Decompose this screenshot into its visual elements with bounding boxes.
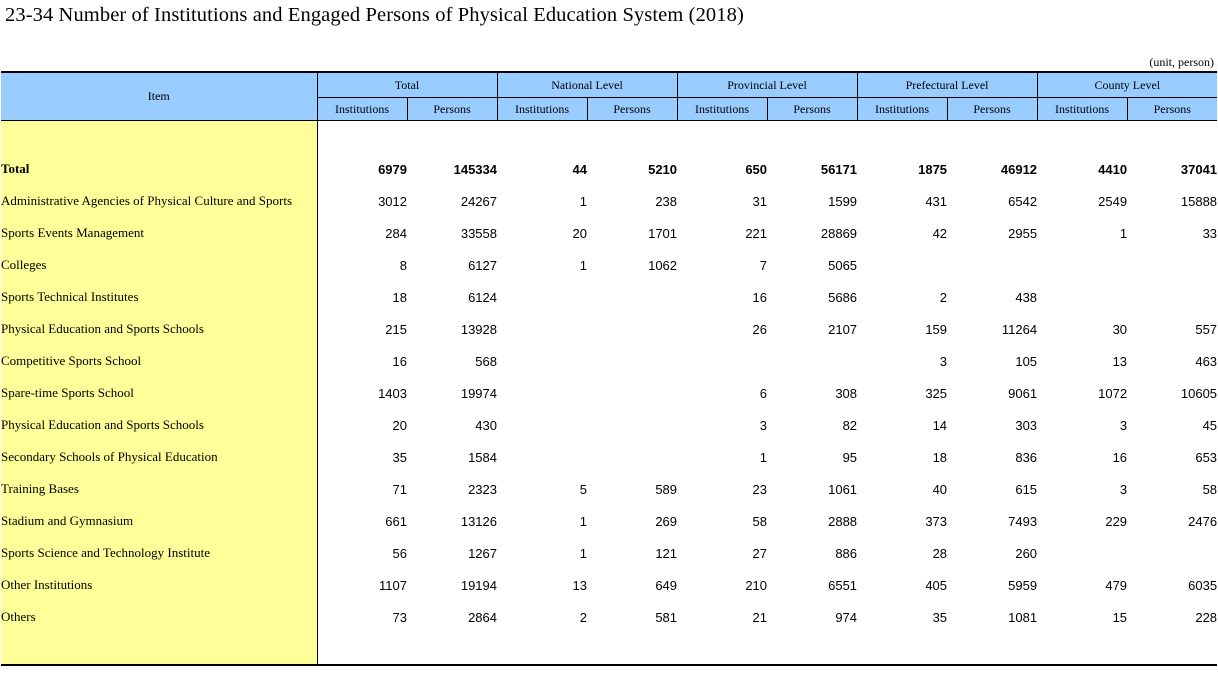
cell-institutions bbox=[1037, 281, 1127, 313]
header-institutions: Institutions bbox=[857, 98, 947, 121]
cell-persons: 82 bbox=[842, 417, 858, 433]
table-row bbox=[1, 281, 1217, 313]
cell-institutions: 71 bbox=[392, 481, 407, 497]
cell-persons: 430 bbox=[475, 417, 497, 433]
cell-institutions: 284 bbox=[385, 225, 407, 241]
cell-persons: 581 bbox=[655, 609, 678, 625]
cell-institutions: 1 bbox=[759, 449, 768, 465]
cell-institutions: 28 bbox=[932, 545, 948, 561]
cell-persons: 5686 bbox=[828, 289, 858, 305]
cell-persons: 7493 bbox=[1008, 513, 1038, 529]
cell-institutions: 159 bbox=[925, 321, 948, 337]
table-row bbox=[1, 505, 1217, 537]
header-institutions: Institutions bbox=[677, 98, 767, 121]
cell-persons: 5959 bbox=[1008, 577, 1038, 593]
cell-institutions: 21 bbox=[752, 609, 768, 625]
cell-persons bbox=[587, 441, 677, 473]
cell-institutions: 650 bbox=[745, 161, 768, 177]
row-label: Colleges bbox=[1, 249, 317, 281]
cell-persons: 15888 bbox=[1180, 193, 1218, 209]
row-label: Stadium and Gymnasium bbox=[1, 505, 317, 537]
cell-persons: 13928 bbox=[460, 321, 497, 337]
table-row bbox=[1, 377, 1217, 409]
header-persons: Persons bbox=[407, 98, 497, 121]
cell-persons: 438 bbox=[1015, 289, 1038, 305]
cell-persons bbox=[587, 345, 677, 377]
cell-institutions: 42 bbox=[932, 225, 948, 241]
spacer-row bbox=[1, 121, 1217, 154]
cell-persons: 45 bbox=[1202, 417, 1218, 433]
cell-institutions: 14 bbox=[932, 417, 948, 433]
cell-institutions: 5 bbox=[579, 481, 587, 497]
cell-persons bbox=[1127, 281, 1217, 313]
cell-persons: 58 bbox=[1202, 481, 1218, 497]
row-label: Training Bases bbox=[1, 473, 317, 505]
cell-institutions: 35 bbox=[392, 449, 407, 465]
header-group-prefectural: Prefectural Level bbox=[857, 72, 1037, 98]
cell-persons: 2864 bbox=[468, 609, 497, 625]
row-label: Total bbox=[1, 153, 317, 185]
cell-institutions: 20 bbox=[392, 417, 407, 433]
cell-persons: 1062 bbox=[648, 257, 678, 273]
table-body bbox=[1, 121, 1217, 666]
cell-persons: 95 bbox=[842, 449, 858, 465]
table-row bbox=[1, 313, 1217, 345]
cell-persons: 56171 bbox=[820, 161, 858, 177]
cell-persons: 19194 bbox=[460, 577, 497, 593]
cell-persons: 10605 bbox=[1180, 385, 1218, 401]
cell-institutions: 18 bbox=[932, 449, 948, 465]
cell-institutions: 229 bbox=[1105, 513, 1128, 529]
cell-institutions: 1403 bbox=[378, 385, 407, 401]
table-row bbox=[1, 409, 1217, 441]
cell-persons: 121 bbox=[655, 545, 678, 561]
cell-institutions: 373 bbox=[925, 513, 948, 529]
row-label: Others bbox=[1, 601, 317, 633]
table-row bbox=[1, 249, 1217, 281]
table-row bbox=[1, 569, 1217, 601]
cell-institutions: 35 bbox=[932, 609, 948, 625]
table-row bbox=[1, 345, 1217, 377]
header-group-county: County Level bbox=[1037, 72, 1217, 98]
cell-persons bbox=[1127, 249, 1217, 281]
cell-institutions: 3 bbox=[939, 353, 948, 369]
cell-persons: 6542 bbox=[1008, 193, 1038, 209]
cell-institutions: 6 bbox=[759, 385, 768, 401]
cell-persons: 836 bbox=[1015, 449, 1038, 465]
cell-institutions: 1072 bbox=[1098, 385, 1128, 401]
cell-institutions: 27 bbox=[752, 545, 768, 561]
header-persons: Persons bbox=[587, 98, 677, 121]
cell-institutions: 2549 bbox=[1098, 193, 1128, 209]
cell-institutions: 479 bbox=[1105, 577, 1128, 593]
cell-persons bbox=[587, 377, 677, 409]
cell-persons: 1081 bbox=[1008, 609, 1038, 625]
cell-persons: 886 bbox=[835, 545, 858, 561]
table-row bbox=[1, 601, 1217, 633]
row-label: Other Institutions bbox=[1, 569, 317, 601]
cell-institutions: 15 bbox=[1112, 609, 1128, 625]
cell-persons bbox=[587, 409, 677, 441]
header-group-total: Total bbox=[317, 72, 497, 98]
cell-institutions: 8 bbox=[399, 257, 407, 273]
header-institutions: Institutions bbox=[317, 98, 407, 121]
row-label: Competitive Sports School bbox=[1, 345, 317, 377]
row-label: Sports Events Management bbox=[1, 217, 317, 249]
cell-institutions: 1 bbox=[579, 193, 587, 209]
cell-persons: 649 bbox=[655, 577, 678, 593]
cell-institutions: 44 bbox=[572, 161, 587, 177]
table-row bbox=[1, 537, 1217, 569]
cell-persons: 1267 bbox=[468, 545, 497, 561]
cell-persons: 2888 bbox=[828, 513, 858, 529]
cell-institutions: 210 bbox=[745, 577, 768, 593]
cell-persons: 974 bbox=[835, 609, 858, 625]
cell-institutions: 3 bbox=[1119, 417, 1128, 433]
cell-institutions: 1 bbox=[579, 513, 587, 529]
cell-institutions: 58 bbox=[752, 513, 768, 529]
table-row bbox=[1, 473, 1217, 505]
cell-persons: 28869 bbox=[820, 225, 858, 241]
header-persons: Persons bbox=[767, 98, 857, 121]
cell-institutions: 26 bbox=[752, 321, 768, 337]
cell-institutions: 31 bbox=[752, 193, 768, 209]
header-row-groups bbox=[1, 72, 1217, 98]
cell-persons bbox=[1127, 537, 1217, 569]
unit-note: (unit, person) bbox=[1149, 55, 1214, 69]
cell-persons: 33558 bbox=[460, 225, 497, 241]
cell-institutions: 16 bbox=[1112, 449, 1128, 465]
cell-persons: 653 bbox=[1195, 449, 1218, 465]
cell-institutions: 1 bbox=[579, 257, 587, 273]
cell-persons: 308 bbox=[835, 385, 858, 401]
cell-institutions: 16 bbox=[752, 289, 768, 305]
cell-persons: 1061 bbox=[828, 481, 858, 497]
cell-persons: 568 bbox=[475, 353, 497, 369]
cell-institutions bbox=[497, 345, 587, 377]
cell-persons: 2323 bbox=[468, 481, 497, 497]
cell-institutions: 405 bbox=[925, 577, 948, 593]
cell-institutions: 40 bbox=[932, 481, 948, 497]
row-label: Physical Education and Sports Schools bbox=[1, 409, 317, 441]
cell-institutions: 56 bbox=[392, 545, 407, 561]
cell-institutions: 23 bbox=[752, 481, 768, 497]
cell-persons: 33 bbox=[1202, 225, 1218, 241]
cell-persons: 228 bbox=[1195, 609, 1218, 625]
cell-institutions: 30 bbox=[1112, 321, 1128, 337]
row-label: Secondary Schools of Physical Education bbox=[1, 441, 317, 473]
row-label: Administrative Agencies of Physical Culture and Sports bbox=[1, 185, 317, 217]
row-label: Physical Education and Sports Schools bbox=[1, 313, 317, 345]
row-label: Sports Technical Institutes bbox=[1, 281, 317, 313]
cell-institutions: 2 bbox=[939, 289, 948, 305]
cell-persons: 2955 bbox=[1008, 225, 1038, 241]
total-row bbox=[1, 153, 1217, 185]
cell-institutions: 3 bbox=[759, 417, 768, 433]
cell-institutions: 1107 bbox=[379, 577, 407, 593]
cell-persons: 2107 bbox=[828, 321, 858, 337]
header-group-national: National Level bbox=[497, 72, 677, 98]
cell-institutions: 431 bbox=[925, 193, 948, 209]
cell-institutions bbox=[857, 249, 947, 281]
cell-institutions bbox=[497, 409, 587, 441]
row-label: Spare-time Sports School bbox=[1, 377, 317, 409]
cell-institutions: 1875 bbox=[918, 161, 948, 177]
cell-persons: 1584 bbox=[468, 449, 497, 465]
header-persons: Persons bbox=[947, 98, 1037, 121]
cell-institutions: 3 bbox=[1119, 481, 1128, 497]
cell-institutions: 16 bbox=[392, 353, 407, 369]
cell-persons: 1599 bbox=[828, 193, 858, 209]
header-institutions: Institutions bbox=[497, 98, 587, 121]
cell-institutions bbox=[497, 281, 587, 313]
page-title: 23-34 Number of Institutions and Engaged Persons of Physical Education System (2018) bbox=[5, 4, 744, 26]
cell-persons bbox=[947, 249, 1037, 281]
cell-persons: 5210 bbox=[648, 161, 678, 177]
cell-institutions: 13 bbox=[1112, 353, 1128, 369]
cell-persons: 6127 bbox=[468, 257, 497, 273]
cell-institutions: 215 bbox=[385, 321, 407, 337]
cell-institutions: 13 bbox=[572, 577, 587, 593]
cell-persons: 37041 bbox=[1180, 161, 1218, 177]
cell-persons: 24267 bbox=[460, 193, 497, 209]
cell-persons: 105 bbox=[1015, 353, 1038, 369]
cell-institutions bbox=[497, 313, 587, 345]
cell-persons: 303 bbox=[1015, 417, 1038, 433]
header-institutions: Institutions bbox=[1037, 98, 1127, 121]
cell-institutions: 2 bbox=[579, 609, 587, 625]
cell-institutions bbox=[497, 441, 587, 473]
cell-persons: 238 bbox=[655, 193, 678, 209]
cell-institutions: 3012 bbox=[378, 193, 407, 209]
cell-institutions: 325 bbox=[925, 385, 948, 401]
cell-persons: 1701 bbox=[648, 225, 678, 241]
cell-persons: 145334 bbox=[453, 161, 497, 177]
header-item: Item bbox=[1, 72, 317, 121]
cell-persons bbox=[587, 313, 677, 345]
cell-institutions: 4410 bbox=[1098, 161, 1128, 177]
cell-persons: 6124 bbox=[468, 289, 497, 305]
header-persons: Persons bbox=[1127, 98, 1217, 121]
cell-persons: 589 bbox=[655, 481, 678, 497]
cell-institutions bbox=[1037, 537, 1127, 569]
table-row bbox=[1, 441, 1217, 473]
cell-persons: 46912 bbox=[1000, 161, 1038, 177]
cell-institutions: 6979 bbox=[378, 161, 407, 177]
cell-persons: 19974 bbox=[460, 385, 497, 401]
cell-institutions: 221 bbox=[745, 225, 768, 241]
data-table bbox=[1, 71, 1217, 666]
header-group-provincial: Provincial Level bbox=[677, 72, 857, 98]
cell-institutions bbox=[677, 345, 767, 377]
bottom-spacer-row bbox=[1, 633, 1217, 665]
cell-persons: 6551 bbox=[828, 577, 858, 593]
cell-institutions: 7 bbox=[759, 257, 768, 273]
cell-institutions: 73 bbox=[392, 609, 407, 625]
cell-persons: 615 bbox=[1015, 481, 1038, 497]
cell-persons: 9061 bbox=[1008, 385, 1038, 401]
cell-institutions: 20 bbox=[572, 225, 587, 241]
cell-persons bbox=[767, 345, 857, 377]
cell-persons: 6035 bbox=[1188, 577, 1218, 593]
cell-persons: 463 bbox=[1195, 353, 1218, 369]
cell-institutions: 1 bbox=[579, 545, 587, 561]
cell-institutions bbox=[1037, 249, 1127, 281]
cell-persons: 260 bbox=[1015, 545, 1038, 561]
table-row bbox=[1, 217, 1217, 249]
cell-persons: 2476 bbox=[1188, 513, 1218, 529]
cell-institutions: 1 bbox=[1119, 225, 1128, 241]
cell-persons: 11264 bbox=[1001, 321, 1038, 337]
cell-institutions bbox=[497, 377, 587, 409]
cell-institutions: 18 bbox=[392, 289, 407, 305]
table-row bbox=[1, 185, 1217, 217]
cell-persons: 13126 bbox=[460, 513, 497, 529]
cell-persons: 5065 bbox=[828, 257, 858, 273]
row-label: Sports Science and Technology Institute bbox=[1, 537, 317, 569]
cell-institutions: 661 bbox=[385, 513, 407, 529]
cell-persons bbox=[587, 281, 677, 313]
cell-persons: 557 bbox=[1195, 321, 1218, 337]
cell-persons: 269 bbox=[655, 513, 678, 529]
